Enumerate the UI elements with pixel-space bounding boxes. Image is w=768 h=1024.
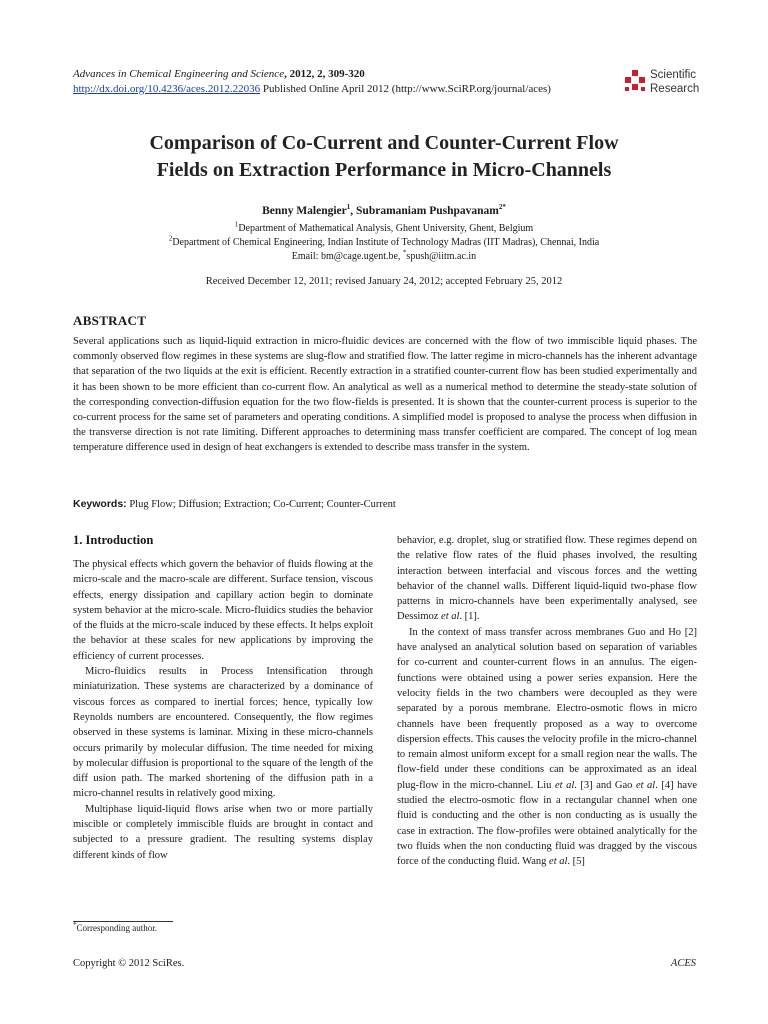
- received-dates: Received December 12, 2011; revised January 24, 2012; accepted February 25, 2012: [205, 276, 563, 287]
- paragraph: In the context of mass transfer across membranes Guo and Ho [2] have analysed an analytical solution based on separation of variables for co-current and counter-current flows in an annulus. The eigen-functions were obtained using a power series expansion. Here the velocity fields in the two chambers were decoupled as they were separated by a porous membrane. Electro-osmotic flows in micro channels have been frequently proposed as a way to overcome dispersion effects. This causes the velocity profile in the micro-channel to remain almost uniform except for a small region near the walls. The flow-field under these conditions can be approximated as an ideal plug-flow in the micro-channel. Liu et al. [3] and Gao et al. [4] have studied the electro-osmotic flow in a rectangular channel when one fluid is conducting and the other is non conducting as is usually the case in extraction. The flow-profiles were obtained analytically for the two fluids when the non conducting fluid was dragged by the viscous force of the conducting fluid. Wang et al. [5]: [397, 626, 698, 868]
- section-heading-introduction: 1. Introduction: [73, 533, 154, 547]
- abstract-heading: ABSTRACT: [73, 313, 147, 328]
- journal-header: [73, 67, 551, 97]
- logo-mark-icon: [622, 69, 648, 95]
- journal-volume: , 2012, 2, 309-320: [284, 68, 365, 80]
- scientific-research-logo: [622, 67, 702, 99]
- keywords-label: Keywords:: [73, 498, 127, 510]
- copyright: Copyright © 2012 SciRes.: [73, 958, 185, 969]
- doi-link[interactable]: http://dx.doi.org/10.4236/aces.2012.22036: [73, 83, 261, 95]
- abstract-text: Several applications such as liquid-liquid extraction in micro-fluidic devices are concerned with the flow of two immiscible liquid phases. The commonly observed flow regimes in these systems are slug-flow and stratified flow. The latter regime in micro-channels has the inherent advantage that separation of the two liquids at the exit is efficient. Recently extraction in a stratified counter-current flow has been studied experimentally and it has been shown to be more efficient than co-current flow. An analytical as well as a numerical method to determine the steady-state solution of the corresponding convection-diffusion equation for the two flow-fields is presented. It is shown that the counter-current process is superior to the co-current process for the same set of parameters and operating conditions. A simplified model is proposed to analyse the process when diffusion in the transverse direction is not rate limiting. Different approaches to determining mass transfer coefficient are compared. The concept of log mean temperature difference used in design of heat exchangers is extended to describe mass transfer in the system.: [73, 336, 697, 454]
- keywords: [73, 498, 697, 510]
- affiliation-2: $^2$Department of Chemical Engineering, Indian Institute of Technology Madras (IIT Madras), Chennai, India: [168, 234, 600, 248]
- paragraph: Micro-fluidics results in Process Intensification through miniaturization. These systems are characterized by a dominance of viscous forces as compared to inertial forces; hence, typically low Reynolds numbers are encountered. Consequently, the flow regimes observed in these systems is laminar. Mixing in these micro-channels occurs primarily by molecular diffusion. The time needed for mixing by molecular diffusion is proportional to the square of the length of the diff usion path. The marked shortening of the diffusion path in a micro-channel results in relatively good mixing.: [73, 666, 373, 800]
- footnote-divider: [73, 921, 173, 922]
- author-1: Benny Malengier: [262, 205, 347, 217]
- affiliation-1: $^1$Department of Mathematical Analysis, Ghent University, Ghent, Belgium: [234, 220, 534, 234]
- paragraph: behavior, e.g. droplet, slug or stratified flow. These regimes depend on the relative flow rates of the fluid phases involved, the resulting interaction between interfacial and viscous forces and the wetting behavior of the channel walls. Different liquid-liquid two-phase flow patterns in micro-channels have been experimentally analysed, see Dessimoz et al. [1].: [397, 535, 697, 623]
- paper-title: Comparison of Co-Current and Counter-Current Flow Fields on Extraction Performance in Micro-Channels: [149, 132, 619, 181]
- author-2: Subramaniam Pushpavanam: [356, 205, 499, 217]
- keywords-text: Plug Flow; Diffusion; Extraction; Co-Current; Counter-Current: [126, 499, 396, 510]
- published-online: Published Online April 2012 (http://www.SciRP.org/journal/aces): [260, 83, 551, 95]
- email-line: Email: bm@cage.ugent.be, *spush@iitm.ac.in: [291, 248, 477, 262]
- footnote: *Corresponding author.: [73, 921, 157, 933]
- journal-name: Advances in Chemical Engineering and Science: [73, 68, 285, 80]
- right-column: [397, 533, 697, 870]
- logo-text-line2: Research: [650, 83, 700, 95]
- left-column: [73, 557, 373, 863]
- logo-text-line1: Scientific: [650, 69, 697, 81]
- paragraph: Multiphase liquid-liquid flows arise when two or more partially miscible or completely immiscible fluids are brought in contact and subjected to a pressure gradient. The resulting systems display different kinds of flow: [73, 803, 373, 861]
- author-list: Benny Malengier$^1$, Subramaniam Pushpavanam$^{2*}$: [262, 203, 506, 217]
- paragraph: The physical effects which govern the behavior of fluids flowing at the micro-scale and the macro-scale are different. Surface tension, viscous effects, energy dissipation and capillary action begin to dominate system behavior at the micro-scale. Micro-fluidics studies the behavior of the fluids at the micro-scale induced by these effects. It helps exploit the behavior at these scales for new applications by improving the efficiency of current processes.: [73, 559, 373, 662]
- journal-abbreviation: ACES: [670, 958, 696, 969]
